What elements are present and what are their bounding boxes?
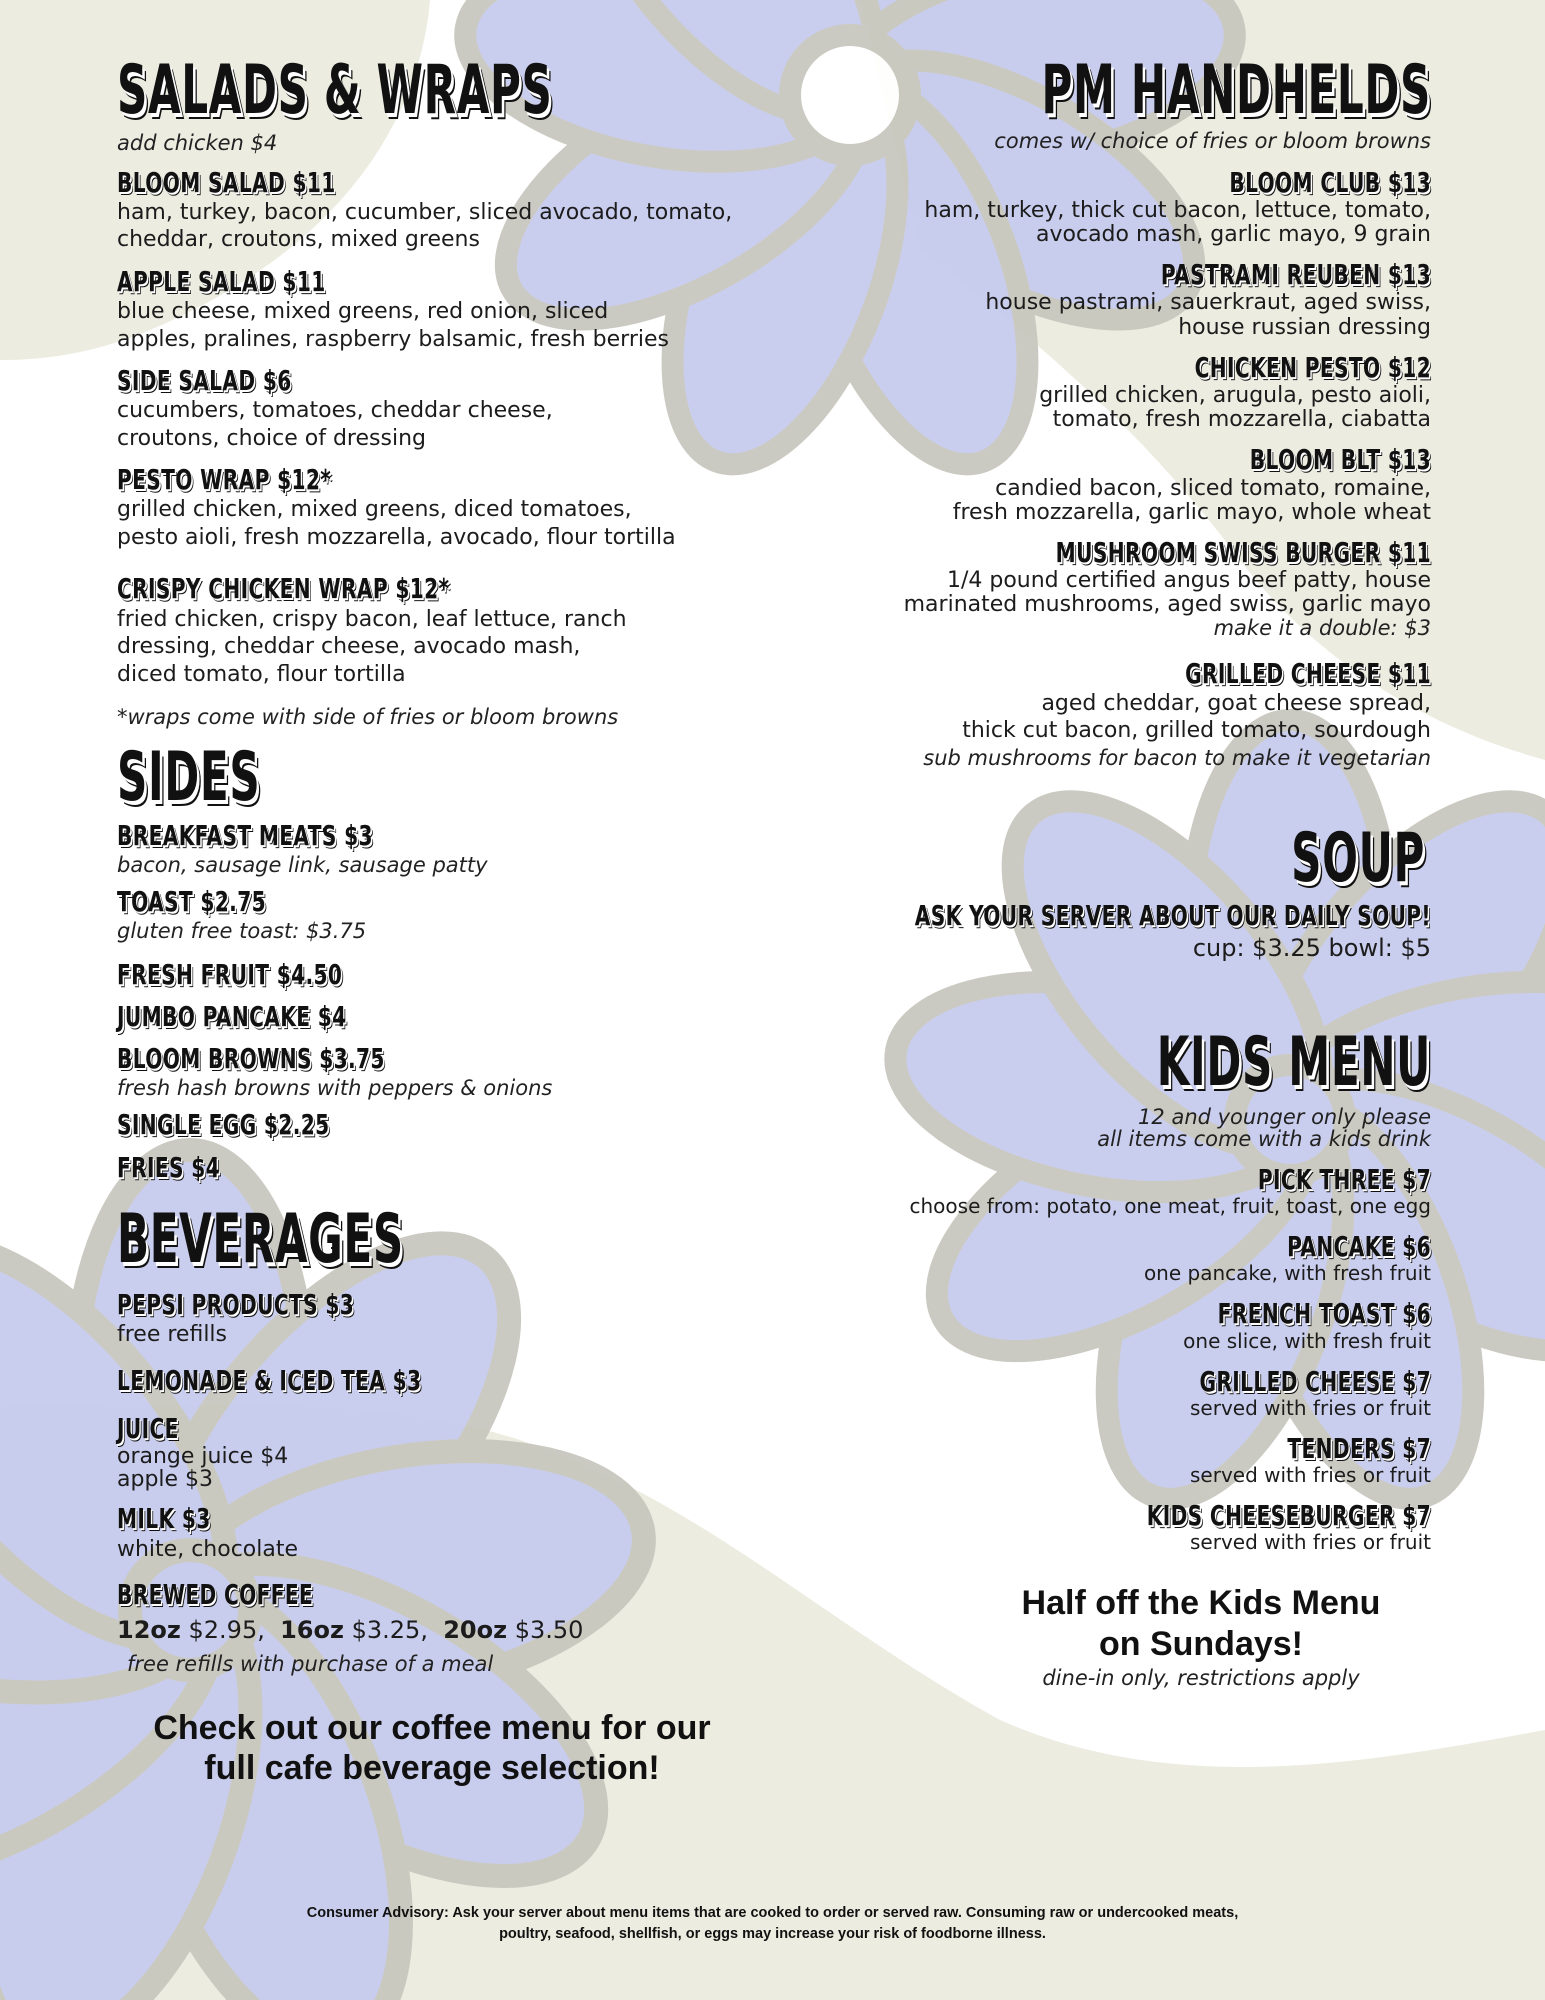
- item-title: LEMONADE & ICED TEA $3: [117, 1363, 422, 1397]
- item-desc: avocado mash, garlic mayo, 9 grain: [1036, 222, 1431, 248]
- handhelds-title: PM HANDHELDS: [1041, 51, 1431, 130]
- item-desc: served with fries or fruit: [1190, 1530, 1431, 1555]
- item-desc: 1/4 pound certified angus beef patty, house: [946, 568, 1431, 594]
- menu-item: [651, 167, 1431, 248]
- callout-line: Check out our coffee menu for our: [153, 1708, 711, 1747]
- item-desc: dressing, cheddar cheese, avocado mash,: [117, 634, 581, 660]
- item-desc: thick cut bacon, grilled tomato, sourdough: [962, 718, 1431, 744]
- item-note: bacon, sausage link, sausage patty: [117, 852, 488, 877]
- wraps-footnote: *wraps come with side of fries or bloom browns: [117, 705, 619, 730]
- item-desc: grilled chicken, arugula, pesto aioli,: [1039, 382, 1431, 408]
- item-title: MILK $3: [117, 1502, 211, 1536]
- coffee-size: 16oz: [280, 1616, 344, 1645]
- item-note: sub mushrooms for bacon to make it vegetarian: [923, 745, 1431, 770]
- salads-title: SALADS & WRAPS: [117, 51, 553, 130]
- item-title: FRIES $4: [117, 1150, 221, 1184]
- consumer-advisory: [150, 1903, 1395, 1945]
- menu-item: [651, 658, 1431, 771]
- item-title: SIDE SALAD $6: [117, 364, 292, 398]
- item-desc: house pastrami, sauerkraut, aged swiss,: [985, 290, 1431, 316]
- promo-line: on Sundays!: [1098, 1624, 1304, 1663]
- item-desc: blue cheese, mixed greens, red onion, sliced: [117, 299, 609, 325]
- handhelds-section: [651, 51, 1431, 771]
- soup-prices: cup: $3.25 bowl: $5: [1192, 933, 1431, 962]
- item-title: PICK THREE $7: [1257, 1163, 1431, 1196]
- item-desc: one pancake, with fresh fruit: [1143, 1261, 1431, 1286]
- item-title: JUMBO PANCAKE $4: [117, 999, 347, 1033]
- item-title: FRESH FRUIT $4.50: [117, 957, 343, 991]
- item-title: TOAST $2.75: [117, 885, 266, 919]
- item-desc: served with fries or fruit: [1190, 1462, 1431, 1487]
- kids-title: KIDS MENU: [1156, 1022, 1431, 1102]
- soup-section: [651, 818, 1431, 963]
- item-title: PASTRAMI REUBEN $13: [1160, 258, 1431, 292]
- item-desc: free refills: [117, 1322, 228, 1348]
- handhelds-subtitle: comes w/ choice of fries or bloom browns: [994, 129, 1431, 154]
- item-title: PESTO WRAP $12*: [117, 463, 332, 497]
- advisory-line: poultry, seafood, shellfish, or eggs may increase your risk of foodborne illness.: [499, 1926, 1046, 1943]
- item-desc: cucumbers, tomatoes, cheddar cheese,: [117, 398, 553, 424]
- coffee-price: $3.50: [514, 1616, 584, 1645]
- callout-line: full cafe beverage selection!: [204, 1749, 660, 1788]
- coffee-size: 20oz: [443, 1616, 508, 1645]
- menu-item: [651, 1433, 1431, 1486]
- item-title: MUSHROOM SWISS BURGER $11: [1055, 535, 1431, 569]
- item-title: BREWED COFFEE: [117, 1578, 314, 1612]
- menu-item: [651, 1366, 1431, 1419]
- salads-subtitle: add chicken $4: [117, 131, 278, 156]
- item-note: fresh hash browns with peppers & onions: [117, 1076, 553, 1101]
- item-desc: ham, turkey, thick cut bacon, lettuce, tomato,: [924, 197, 1431, 223]
- menu-item: [651, 1298, 1431, 1351]
- menu-item: [651, 1164, 1431, 1217]
- item-desc: served with fries or fruit: [1190, 1395, 1431, 1420]
- item-desc: house russian dressing: [1178, 314, 1431, 340]
- item-title: TENDERS $7: [1287, 1431, 1431, 1465]
- item-desc: aged cheddar, goat cheese spread,: [1041, 690, 1431, 716]
- coffee-menu-callout: [117, 1708, 747, 1790]
- item-desc: apple $3: [117, 1467, 214, 1493]
- item-desc: one slice, with fresh fruit: [1183, 1328, 1431, 1353]
- item-title: APPLE SALAD $11: [117, 264, 326, 298]
- coffee-price: $3.25,: [351, 1616, 428, 1645]
- item-desc: cheddar, croutons, mixed greens: [117, 227, 480, 253]
- item-title: GRILLED CHEESE $11: [1185, 656, 1431, 690]
- kids-section: [651, 1022, 1431, 1555]
- item-desc: white, chocolate: [117, 1536, 299, 1562]
- promo-note: dine-in only, restrictions apply: [1042, 1665, 1360, 1690]
- menu-item: [651, 537, 1431, 640]
- kids-promo: [991, 1583, 1411, 1691]
- item-desc: candied bacon, sliced tomato, romaine,: [995, 475, 1431, 501]
- coffee-note: free refills with purchase of a meal: [127, 1652, 494, 1677]
- item-desc: fresh mozzarella, garlic mayo, whole wheat: [952, 499, 1431, 525]
- item-desc: apples, pralines, raspberry balsamic, fresh berries: [117, 326, 669, 352]
- item-title: BLOOM SALAD $11: [117, 165, 336, 199]
- item-desc: tomato, fresh mozzarella, ciabatta: [1052, 407, 1431, 433]
- beverages-title: BEVERAGES: [117, 1199, 404, 1279]
- item-desc: orange juice $4: [117, 1444, 289, 1470]
- menu-item: [651, 352, 1431, 433]
- coffee-size: 12oz: [117, 1616, 181, 1645]
- item-title: BLOOM CLUB $13: [1229, 165, 1431, 199]
- kids-note: all items come with a kids drink: [1097, 1126, 1431, 1151]
- soup-title: SOUP: [1291, 818, 1425, 898]
- kids-note: 12 and younger only please: [1138, 1104, 1431, 1129]
- sides-title: SIDES: [117, 738, 261, 818]
- item-title: BLOOM BLT $13: [1249, 443, 1431, 477]
- advisory-line: Consumer Advisory: Ask your server about menu items that are cooked to order or served raw. Consuming raw or undercooked meats,: [306, 1905, 1239, 1921]
- item-note: make it a double: $3: [1213, 616, 1431, 641]
- item-title: JUICE: [117, 1412, 179, 1446]
- right-column: [651, 51, 1431, 1691]
- item-title: CRISPY CHICKEN WRAP $12*: [117, 572, 450, 606]
- soup-prompt: ASK YOUR SERVER ABOUT OUR DAILY SOUP!: [914, 899, 1431, 933]
- menu-item: [651, 444, 1431, 525]
- item-title: BLOOM BROWNS $3.75: [117, 1041, 385, 1075]
- item-desc: croutons, choice of dressing: [117, 425, 426, 451]
- item-desc: grilled chicken, mixed greens, diced tomatoes,: [117, 497, 632, 523]
- item-title: PANCAKE $6: [1287, 1230, 1431, 1264]
- item-title: FRENCH TOAST $6: [1217, 1297, 1431, 1331]
- item-note: gluten free toast: $3.75: [117, 919, 367, 944]
- item-title: SINGLE EGG $2.25: [117, 1108, 330, 1142]
- item-desc: choose from: potato, one meat, fruit, toast, one egg: [909, 1194, 1431, 1219]
- item-title: BREAKFAST MEATS $3: [117, 818, 373, 852]
- item-title: GRILLED CHEESE $7: [1199, 1364, 1431, 1398]
- item-desc: fried chicken, crispy bacon, leaf lettuce, ranch: [117, 606, 627, 632]
- promo-line: Half off the Kids Menu: [1021, 1584, 1381, 1623]
- menu-item: [651, 1500, 1431, 1553]
- menu-item: [651, 259, 1431, 340]
- item-title: PEPSI PRODUCTS $3: [117, 1288, 355, 1322]
- item-title: CHICKEN PESTO $12: [1194, 350, 1431, 384]
- item-desc: marinated mushrooms, aged swiss, garlic mayo: [903, 592, 1431, 618]
- coffee-price: $2.95,: [188, 1616, 265, 1645]
- menu-item: [651, 1231, 1431, 1284]
- item-desc: pesto aioli, fresh mozzarella, avocado, flour tortilla: [117, 524, 676, 550]
- item-desc: diced tomato, flour tortilla: [117, 661, 406, 687]
- item-title: KIDS CHEESEBURGER $7: [1146, 1498, 1431, 1532]
- item-desc: ham, turkey, bacon, cucumber, sliced avocado, tomato,: [117, 199, 733, 225]
